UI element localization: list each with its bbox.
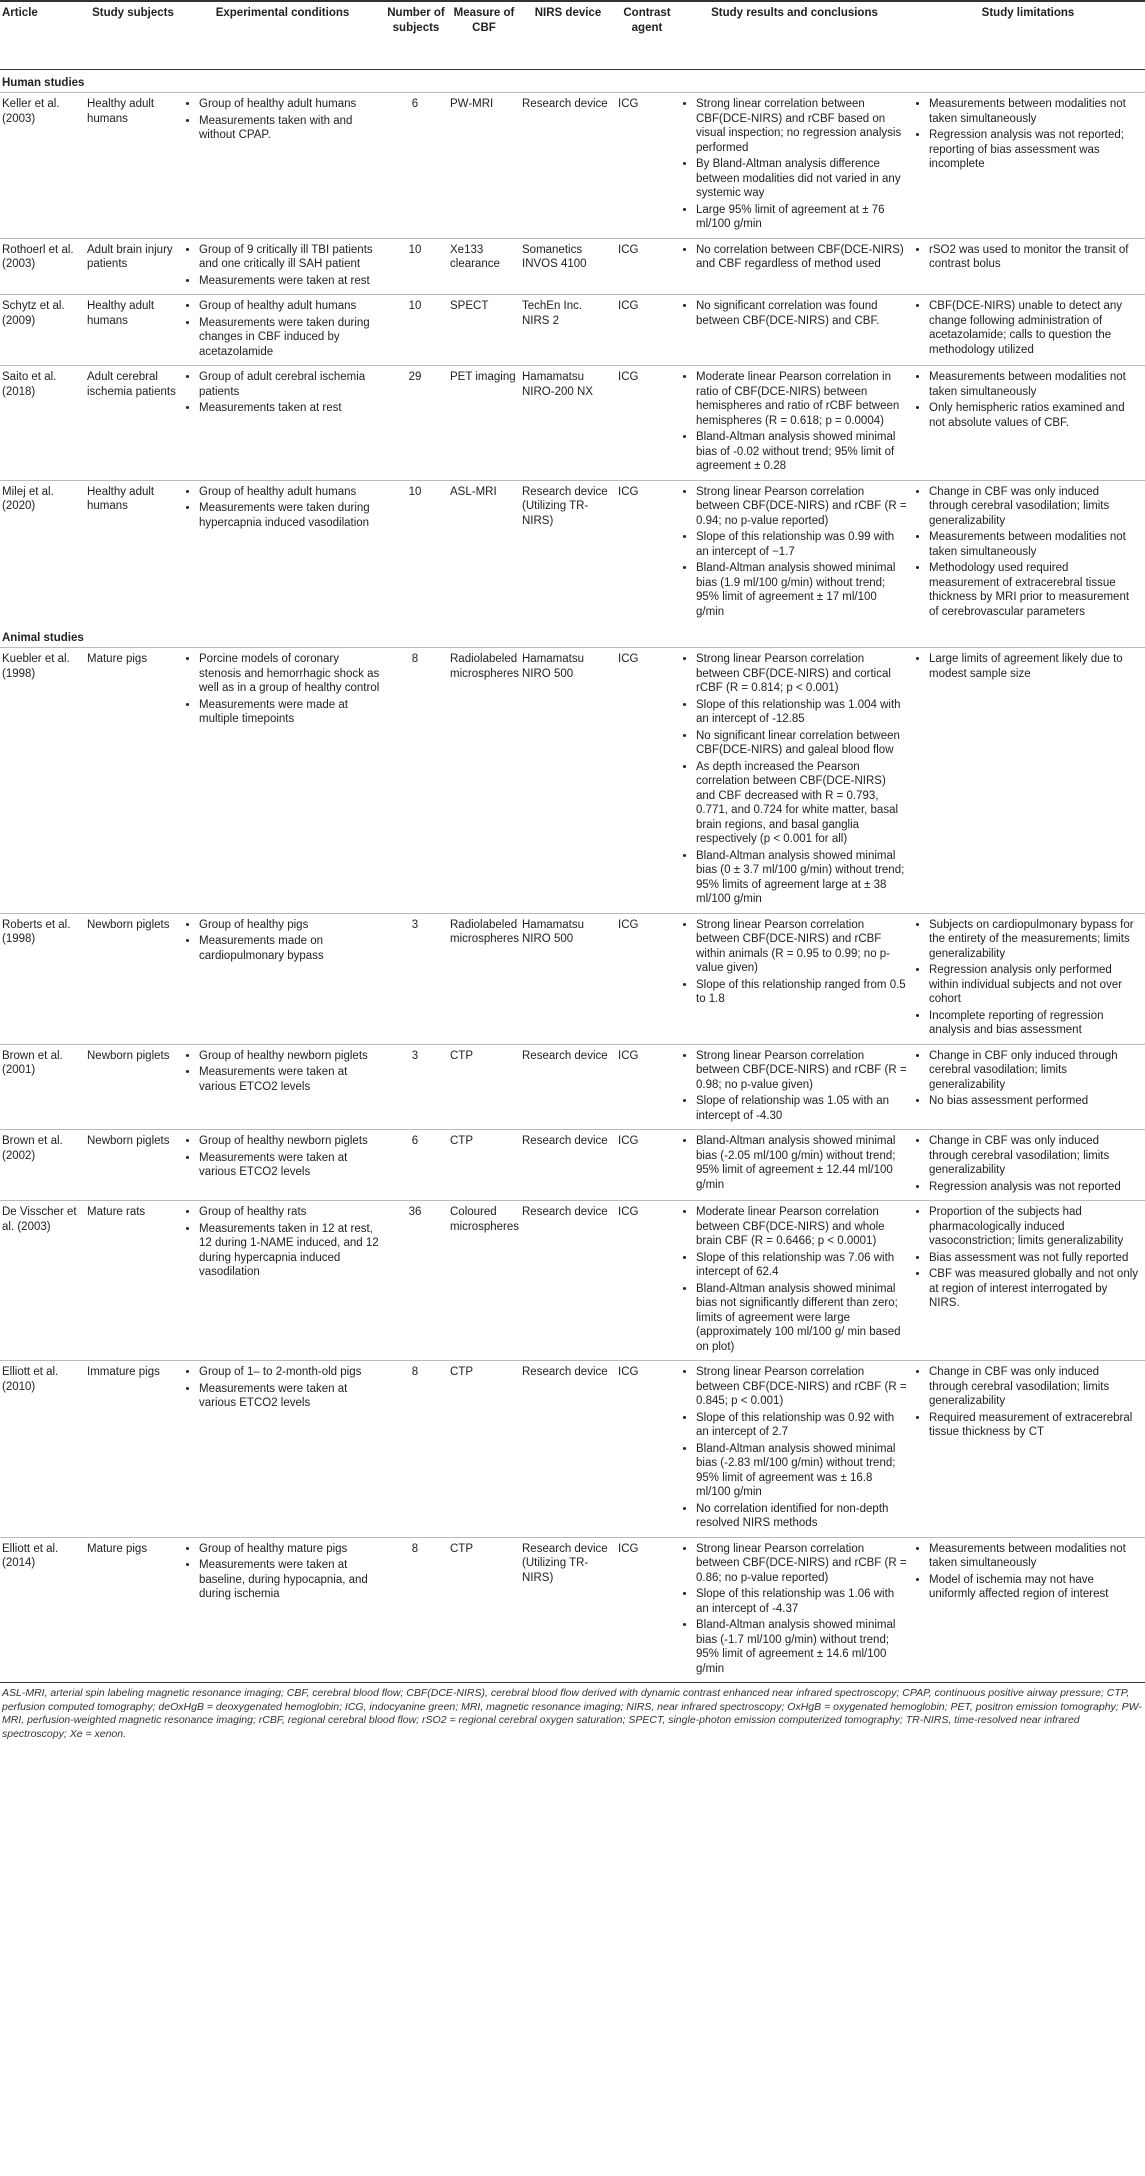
- number-cell: 6: [411, 1135, 419, 1147]
- bullet-item: • Group of healthy adult humans: [199, 299, 380, 314]
- limitations-cell-list: [913, 1134, 1141, 1194]
- bullet-item: • Slope of this relationship was 0.92 with an intercept of 2.7: [696, 1411, 907, 1440]
- results-cell: [678, 1045, 911, 1130]
- bullet-item: • Bland-Altman analysis showed minimal bias (-2.05 ml/100 g/min) without trend; 95% limit of agreement ± 12.44 ml/100 g/min: [696, 1134, 907, 1192]
- conditions-cell: [181, 1130, 384, 1200]
- conditions-cell-list: [183, 1205, 380, 1280]
- conditions-cell: [181, 1361, 384, 1537]
- bullet-item: • Measurements were taken during hypercapnia induced vasodilation: [199, 501, 380, 530]
- limitations-cell: [911, 1045, 1145, 1130]
- subjects-cell: Mature pigs: [87, 1542, 148, 1555]
- results-cell: [678, 481, 911, 626]
- limitations-cell-list: [913, 1542, 1141, 1602]
- subjects-cell: Immature pigs: [87, 1366, 160, 1378]
- limitations-cell-list: [913, 299, 1141, 357]
- conditions-cell: [181, 648, 384, 913]
- bullet-item: • Slope of this relationship was 7.06 with intercept of 62.4: [696, 1251, 907, 1280]
- number-cell: 10: [408, 300, 422, 312]
- agent-cell: ICG: [618, 98, 639, 110]
- subjects-cell: Newborn piglets: [87, 918, 170, 931]
- bullet-item: • Measurements were taken at baseline, during hypocapnia, and during ischemia: [199, 1558, 380, 1602]
- table-row: [0, 913, 1145, 1044]
- subjects-cell: Adult cerebral ischemia patients: [87, 371, 176, 398]
- results-cell: [678, 914, 911, 1044]
- agent-cell: ICG: [618, 243, 639, 256]
- number-cell: 10: [408, 485, 422, 498]
- results-cell-list: [680, 97, 907, 232]
- conditions-cell: [181, 93, 384, 238]
- bullet-item: • Measurements between modalities not taken simultaneously: [929, 1542, 1141, 1571]
- table-row: [0, 647, 1145, 913]
- bullet-item: • Measurements were taken during changes in CBF induced by acetazolamide: [199, 316, 380, 360]
- bullet-item: • Group of healthy adult humans: [199, 485, 380, 500]
- results-cell-list: [680, 299, 907, 328]
- article-cell: Schytz et al. (2009): [2, 300, 65, 327]
- limitations-cell: [911, 648, 1145, 913]
- bullet-item: • Measurements were made at multiple timepoints: [199, 698, 380, 727]
- table-row: [0, 1200, 1145, 1360]
- conditions-cell-list: [183, 299, 380, 359]
- results-cell: [678, 239, 911, 295]
- article-cell: Kuebler et al. (1998): [2, 653, 70, 680]
- device-cell: Research device (Utilizing TR-NIRS): [522, 1542, 608, 1584]
- table-row: [0, 1537, 1145, 1683]
- table-row: [0, 238, 1145, 295]
- device-cell: Somanetics INVOS 4100: [522, 243, 587, 270]
- bullet-item: • Change in CBF was only induced through cerebral vasodilation; limits generalizability: [929, 1134, 1141, 1178]
- bullet-item: • Strong linear Pearson correlation between CBF(DCE-NIRS) and rCBF (R = 0.86; no p-value reported): [696, 1542, 907, 1586]
- device-cell: Research device: [522, 1135, 608, 1147]
- device-cell: TechEn Inc. NIRS 2: [522, 300, 583, 327]
- subjects-cell: Healthy adult humans: [87, 300, 155, 327]
- agent-cell: ICG: [618, 1366, 639, 1378]
- article-cell: De Visscher et al. (2003): [2, 1206, 77, 1233]
- conditions-cell-list: [183, 1049, 380, 1095]
- results-cell: [678, 1361, 911, 1537]
- bullet-item: • Bland-Altman analysis showed minimal bias of -0.02 without trend; 95% limit of agreement ± 0.28: [696, 430, 907, 474]
- results-cell: [678, 93, 911, 238]
- bullet-item: • Large limits of agreement likely due to modest sample size: [929, 652, 1141, 681]
- bullet-item: • Slope of this relationship ranged from 0.5 to 1.8: [696, 978, 907, 1007]
- bullet-item: • Group of healthy newborn piglets: [199, 1049, 380, 1064]
- bullet-item: • Measurements taken in 12 at rest, 12 during 1-NAME induced, and 12 during hypercapnia induced vasodilation: [199, 1222, 380, 1280]
- conditions-cell: [181, 366, 384, 480]
- header-article: Article: [2, 7, 38, 19]
- agent-cell: ICG: [618, 653, 639, 665]
- limitations-cell: [911, 914, 1145, 1044]
- number-cell: 3: [411, 918, 419, 931]
- bullet-item: • No correlation between CBF(DCE-NIRS) and CBF regardless of method used: [696, 243, 907, 272]
- bullet-item: • Measurements were taken at rest: [199, 274, 380, 289]
- article-cell: Brown et al. (2002): [2, 1135, 63, 1162]
- bullet-item: • Group of healthy newborn piglets: [199, 1134, 380, 1149]
- measure-cell: Coloured microspheres: [450, 1206, 520, 1233]
- bullet-item: • Measurements between modalities not taken simultaneously: [929, 370, 1141, 399]
- conditions-cell-list: [183, 243, 380, 289]
- limitations-cell: [911, 93, 1145, 238]
- bullet-item: • Large 95% limit of agreement at ± 76 ml/100 g/min: [696, 203, 907, 232]
- limitations-cell-list: [913, 1049, 1141, 1109]
- article-cell: Saito et al. (2018): [2, 371, 57, 398]
- bullet-item: • No correlation identified for non-depth resolved NIRS methods: [696, 1502, 907, 1531]
- bullet-item: • CBF was measured globally and not only at region of interest interrogated by NIRS.: [929, 1267, 1141, 1311]
- bullet-item: • Bland-Altman analysis showed minimal bias (1.9 ml/100 g/min) without trend; 95% limit of agreement ± 17 ml/100 g/min: [696, 561, 907, 619]
- limitations-cell: [911, 295, 1145, 365]
- bullet-item: • Measurements taken at rest: [199, 401, 380, 416]
- limitations-cell-list: [913, 1205, 1141, 1311]
- bullet-item: • rSO2 was used to monitor the transit of contrast bolus: [929, 243, 1141, 272]
- article-cell: Roberts et al. (1998): [2, 918, 71, 945]
- results-cell-list: [680, 370, 907, 474]
- table-row: [0, 480, 1145, 626]
- results-cell-list: [680, 918, 907, 1007]
- bullet-item: • Model of ischemia may not have uniformly affected region of interest: [929, 1573, 1141, 1602]
- bullet-item: • Subjects on cardiopulmonary bypass for the entirety of the measurements; limits generalizability: [929, 918, 1141, 962]
- device-cell: Research device (Utilizing TR-NIRS): [522, 485, 608, 527]
- header-number: Number of subjects: [387, 7, 445, 34]
- agent-cell: ICG: [618, 1049, 639, 1062]
- bullet-item: • Porcine models of coronary stenosis and hemorrhagic shock as well as in a group of healthy control: [199, 652, 380, 696]
- results-cell-list: [680, 1049, 907, 1124]
- results-cell-list: [680, 485, 907, 620]
- conditions-cell: [181, 239, 384, 295]
- subjects-cell: Adult brain injury patients: [87, 243, 173, 270]
- device-cell: Hamamatsu NIRO 500: [522, 918, 584, 945]
- bullet-item: • Change in CBF was only induced through cerebral vasodilation; limits generalizability: [929, 1365, 1141, 1409]
- bullet-item: • Moderate linear Pearson correlation in ratio of CBF(DCE-NIRS) between hemispheres and ratio of rCBF between hemispheres (R = 0.618; p = 0.0004): [696, 370, 907, 428]
- bullet-item: • Strong linear correlation between CBF(DCE-NIRS) and rCBF based on visual inspection; no regression analysis performed: [696, 97, 907, 155]
- header-device: NIRS device: [534, 7, 602, 19]
- header-conditions: Experimental conditions: [215, 7, 350, 19]
- limitations-cell: [911, 1130, 1145, 1200]
- article-cell: Elliott et al. (2010): [2, 1366, 59, 1393]
- bullet-item: • Regression analysis only performed within individual subjects and not over cohort: [929, 963, 1141, 1007]
- limitations-cell: [911, 366, 1145, 480]
- number-cell: 29: [408, 371, 422, 383]
- bullet-item: • No significant correlation was found between CBF(DCE-NIRS) and CBF.: [696, 299, 907, 328]
- bullet-item: • Required measurement of extracerebral tissue thickness by CT: [929, 1411, 1141, 1440]
- conditions-cell: [181, 481, 384, 626]
- measure-cell: Radiolabeled microspheres: [450, 918, 520, 945]
- limitations-cell: [911, 1361, 1145, 1537]
- results-cell-list: [680, 652, 907, 907]
- results-cell: [678, 1201, 911, 1360]
- bullet-item: • Strong linear Pearson correlation between CBF(DCE-NIRS) and rCBF within animals (R = 0.95 to 0.99; no p-value given): [696, 918, 907, 976]
- bullet-item: • Bland-Altman analysis showed minimal bias (-2.83 ml/100 g/min) without trend; 95% limit of agreement was ± 16.8 ml/100 g/min: [696, 1442, 907, 1500]
- table-row: [0, 1129, 1145, 1200]
- limitations-cell: [911, 1538, 1145, 1683]
- device-cell: Hamamatsu NIRO-200 NX: [522, 371, 593, 398]
- bullet-item: • Measurements were taken at various ETCO2 levels: [199, 1065, 380, 1094]
- number-cell: 8: [411, 653, 419, 665]
- conditions-cell-list: [183, 1542, 380, 1602]
- bullet-item: • Slope of this relationship was 1.06 with an intercept of -4.37: [696, 1587, 907, 1616]
- device-cell: Research device: [522, 1049, 608, 1062]
- conditions-cell-list: [183, 918, 380, 964]
- device-cell: Research device: [522, 1206, 608, 1218]
- bullet-item: • Measurements between modalities not taken simultaneously: [929, 530, 1141, 559]
- conditions-cell: [181, 1201, 384, 1360]
- bullet-item: • Change in CBF only induced through cerebral vasodilation; limits generalizability: [929, 1049, 1141, 1093]
- bullet-item: • Strong linear Pearson correlation between CBF(DCE-NIRS) and cortical rCBF (R = 0.814; p < 0.001): [696, 652, 907, 696]
- agent-cell: ICG: [618, 918, 639, 931]
- conditions-cell: [181, 1045, 384, 1130]
- number-cell: 8: [411, 1366, 419, 1378]
- limitations-cell-list: [913, 243, 1141, 272]
- conditions-cell-list: [183, 1365, 380, 1411]
- table-body: [0, 70, 1145, 1682]
- results-cell-list: [680, 243, 907, 272]
- subjects-cell: Healthy adult humans: [87, 98, 155, 125]
- results-cell-list: [680, 1542, 907, 1677]
- bullet-item: • Measurements were taken at various ETCO2 levels: [199, 1151, 380, 1180]
- limitations-cell-list: [913, 370, 1141, 430]
- limitations-cell: [911, 239, 1145, 295]
- bullet-item: • Bland-Altman analysis showed minimal bias not significantly different than zero; limits of agreement were large (approximately 100 ml/100 g/ min based on plot): [696, 1282, 907, 1355]
- bullet-item: • Change in CBF was only induced through cerebral vasodilation; limits generalizability: [929, 485, 1141, 529]
- agent-cell: ICG: [618, 485, 639, 498]
- article-cell: Rothoerl et al. (2003): [2, 243, 74, 270]
- conditions-cell: [181, 1538, 384, 1683]
- article-cell: Milej et al. (2020): [2, 485, 54, 512]
- bullet-item: • Measurements taken with and without CPAP.: [199, 114, 380, 143]
- article-cell: Brown et al. (2001): [2, 1049, 63, 1076]
- bullet-item: • Methodology used required measurement of extracerebral tissue thickness by MRI prior to measurement of cerebrovascular parameters: [929, 561, 1141, 619]
- number-cell: 36: [408, 1206, 422, 1218]
- results-cell-list: [680, 1205, 907, 1354]
- measure-cell: Radiolabeled microspheres: [450, 653, 520, 680]
- table-row: [0, 1360, 1145, 1537]
- conditions-cell-list: [183, 370, 380, 416]
- agent-cell: ICG: [618, 371, 639, 383]
- results-cell: [678, 1130, 911, 1200]
- bullet-item: • Group of healthy adult humans: [199, 97, 380, 112]
- bullet-item: • Measurements were taken at various ETCO2 levels: [199, 1382, 380, 1411]
- results-cell: [678, 295, 911, 365]
- measure-cell: CTP: [450, 1542, 473, 1555]
- bullet-item: • Regression analysis was not reported; reporting of bias assessment was incomplete: [929, 128, 1141, 172]
- measure-cell: CTP: [450, 1049, 473, 1062]
- bullet-item: • Group of healthy rats: [199, 1205, 380, 1220]
- device-cell: Research device: [522, 1366, 608, 1378]
- bullet-item: • Strong linear Pearson correlation between CBF(DCE-NIRS) and rCBF (R = 0.98; no p-value given): [696, 1049, 907, 1093]
- results-cell-list: [680, 1365, 907, 1531]
- subjects-cell: Healthy adult humans: [87, 485, 155, 512]
- limitations-cell-list: [913, 652, 1141, 681]
- bullet-item: • No significant linear correlation between CBF(DCE-NIRS) and galeal blood flow: [696, 729, 907, 758]
- conditions-cell: [181, 914, 384, 1044]
- measure-cell: PW-MRI: [450, 98, 494, 110]
- bullet-item: • Group of 1– to 2-month-old pigs: [199, 1365, 380, 1380]
- bullet-item: • Regression analysis was not reported: [929, 1180, 1141, 1195]
- bullet-item: • Group of healthy pigs: [199, 918, 380, 933]
- device-cell: Hamamatsu NIRO 500: [522, 653, 584, 680]
- limitations-cell-list: [913, 485, 1141, 620]
- agent-cell: ICG: [618, 1135, 639, 1147]
- bullet-item: • As depth increased the Pearson correlation between CBF(DCE-NIRS) and CBF decreased with R = 0.793, 0.771, and 0.724 for white matter, basal brain regions, and basal ganglia respectively (p < 0.001 for all): [696, 760, 907, 847]
- article-cell: Elliott et al. (2014): [2, 1542, 59, 1569]
- bullet-item: • Group of 9 critically ill TBI patients and one critically ill SAH patient: [199, 243, 380, 272]
- bullet-item: • Only hemispheric ratios examined and not absolute values of CBF.: [929, 401, 1141, 430]
- limitations-cell: [911, 481, 1145, 626]
- bullet-item: • Slope of this relationship was 1.004 with an intercept of -12.85: [696, 698, 907, 727]
- bullet-item: • Slope of relationship was 1.05 with an intercept of -4.30: [696, 1094, 907, 1123]
- conditions-cell-list: [183, 485, 380, 531]
- agent-cell: ICG: [618, 1542, 639, 1555]
- article-cell: Keller et al. (2003): [2, 98, 60, 125]
- section-human-studies: Human studies: [2, 77, 85, 89]
- measure-cell: ASL-MRI: [450, 485, 497, 498]
- header-results: Study results and conclusions: [711, 7, 878, 19]
- number-cell: 6: [411, 98, 419, 110]
- measure-cell: CTP: [450, 1366, 473, 1378]
- table-row: [0, 1044, 1145, 1130]
- subjects-cell: Newborn piglets: [87, 1049, 170, 1062]
- section-animal-studies: Animal studies: [2, 632, 84, 644]
- results-cell: [678, 1538, 911, 1683]
- bullet-item: • By Bland-Altman analysis difference between modalities did not varied in any systemic way: [696, 157, 907, 201]
- table-header: [0, 0, 1145, 70]
- bullet-item: • Bland-Altman analysis showed minimal bias (0 ± 3.7 ml/100 g/min) without trend; 95% limits of agreement large at ± 38 ml/100 g/min: [696, 849, 907, 907]
- bullet-item: • Moderate linear Pearson correlation between CBF(DCE-NIRS) and whole brain CBF (R = 0.6466; p < 0.0001): [696, 1205, 907, 1249]
- bullet-item: • Bland-Altman analysis showed minimal bias (-1.7 ml/100 g/min) without trend; 95% limit of agreement ± 14.6 ml/100 g/min: [696, 1618, 907, 1676]
- results-cell: [678, 366, 911, 480]
- conditions-cell: [181, 295, 384, 365]
- number-cell: 10: [408, 243, 422, 256]
- conditions-cell-list: [183, 1134, 380, 1180]
- header-limitations: Study limitations: [981, 7, 1075, 19]
- bullet-item: • Strong linear Pearson correlation between CBF(DCE-NIRS) and rCBF (R = 0.845; p < 0.001): [696, 1365, 907, 1409]
- agent-cell: ICG: [618, 300, 639, 312]
- conditions-cell-list: [183, 652, 380, 727]
- bullet-item: • Group of healthy mature pigs: [199, 1542, 380, 1557]
- table-row: [0, 92, 1145, 238]
- subjects-cell: Mature pigs: [87, 653, 148, 665]
- measure-cell: Xe133 clearance: [450, 243, 500, 270]
- table-row: [0, 365, 1145, 480]
- bullet-item: • Slope of this relationship was 0.99 with an intercept of −1.7: [696, 530, 907, 559]
- bullet-item: • CBF(DCE-NIRS) unable to detect any change following administration of acetazolamide; calls to question the methodology utilized: [929, 299, 1141, 357]
- subjects-cell: Mature rats: [87, 1206, 146, 1218]
- limitations-cell-list: [913, 97, 1141, 172]
- results-cell: [678, 648, 911, 913]
- bullet-item: • No bias assessment performed: [929, 1094, 1141, 1109]
- device-cell: Research device: [522, 98, 608, 110]
- number-cell: 3: [411, 1049, 419, 1062]
- table-footnote: ASL-MRI, arterial spin labeling magnetic resonance imaging; CBF, cerebral blood flow; CBF(DCE-NIRS), cerebral blood flow derived with dynamic contrast enhanced near infrared spectroscopy; CPAP, continuous positive airway pressure; CTP, perfusion computed tomography; deOxHgB = deoxygenated hemoglobin; ICG, indocyanine green; MRI, magnetic resonance imaging; NIRS, near infrared spectroscopy; OxHgB = oxygenated hemoglobin; PET, positron emission tomography; PW-MRI, perfusion-weighted magnetic resonance imaging; rCBF, regional cerebral blood flow; rSO2 = regional cerebral oxygen saturation; SPECT, single-photon emission computerized tomography; TR-NIRS, time-resolved near infrared spectroscopy; Xe = xenon.: [0, 1682, 1145, 1745]
- bullet-item: • Incomplete reporting of regression analysis and bias assessment: [929, 1009, 1141, 1038]
- header-subjects: Study subjects: [92, 7, 174, 19]
- bullet-item: • Group of adult cerebral ischemia patients: [199, 370, 380, 399]
- measure-cell: CTP: [450, 1135, 473, 1147]
- bullet-item: • Measurements made on cardiopulmonary bypass: [199, 934, 380, 963]
- bullet-item: • Proportion of the subjects had pharmacologically induced vasoconstriction; limits generalizability: [929, 1205, 1141, 1249]
- header-agent: Contrast agent: [623, 7, 671, 34]
- limitations-cell-list: [913, 1365, 1141, 1440]
- results-cell-list: [680, 1134, 907, 1192]
- bullet-item: • Bias assessment was not fully reported: [929, 1251, 1141, 1266]
- limitations-cell-list: [913, 918, 1141, 1038]
- agent-cell: ICG: [618, 1206, 639, 1218]
- number-cell: 8: [411, 1542, 419, 1555]
- bullet-item: • Strong linear Pearson correlation between CBF(DCE-NIRS) and rCBF (R = 0.94; no p-value reported): [696, 485, 907, 529]
- conditions-cell-list: [183, 97, 380, 143]
- header-measure: Measure of CBF: [453, 7, 515, 34]
- subjects-cell: Newborn piglets: [87, 1135, 170, 1147]
- bullet-item: • Measurements between modalities not taken simultaneously: [929, 97, 1141, 126]
- table-row: [0, 294, 1145, 365]
- measure-cell: SPECT: [450, 300, 489, 312]
- limitations-cell: [911, 1201, 1145, 1360]
- measure-cell: PET imaging: [450, 371, 516, 383]
